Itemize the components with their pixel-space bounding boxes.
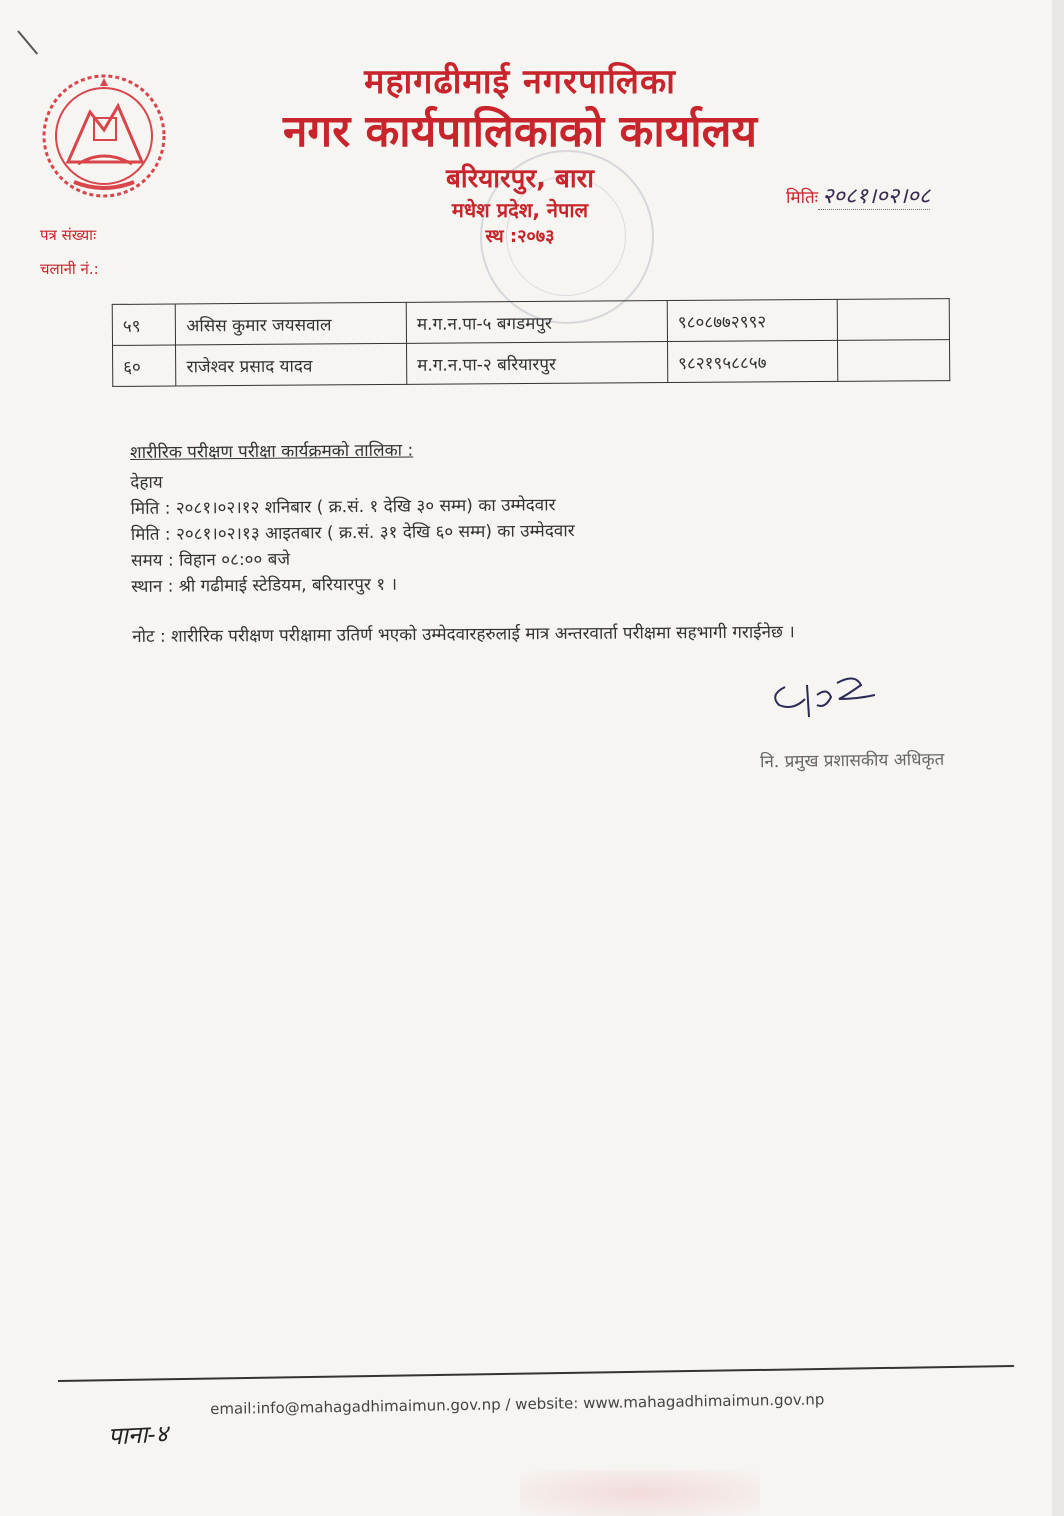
schedule-title: शारीरिक परीक्षण परीक्षा कार्यक्रमको तालिका : <box>130 440 414 463</box>
footer-contact: email:info@mahagadhimaimun.gov.np / website: www.mahagadhimaimun.gov.np <box>210 1390 825 1418</box>
office-address: बरियारपुर, बारा <box>446 164 594 194</box>
page-number: पाना-४ <box>107 1419 169 1451</box>
exam-schedule <box>130 436 575 600</box>
municipality-name: महागढीमाई नगरपालिका <box>364 62 676 102</box>
signatory-title: नि. प्रमुख प्रशासकीय अधिकृत <box>759 749 945 773</box>
dispatch-no-label: चलानी नं.: <box>40 260 99 278</box>
office-stamp <box>480 150 654 324</box>
cell-phone: ९८२१९५८८५७ <box>667 340 838 382</box>
candidate-table <box>112 298 951 387</box>
cell-name: राजेश्वर प्रसाद यादव <box>176 343 407 386</box>
date-value: २०८१।०२।०८ <box>818 184 930 210</box>
cell-remarks <box>838 340 950 382</box>
province: मधेश प्रदेश, नेपाल <box>451 198 589 222</box>
cell-address: म.ग.न.पा-५ बगडमपुर <box>406 301 667 344</box>
schedule-subtitle: देहाय <box>130 472 163 493</box>
footer-divider <box>58 1365 1014 1382</box>
table-row <box>112 299 949 346</box>
reference-fields <box>40 218 99 286</box>
page-edge <box>1052 0 1064 1516</box>
cell-sn: ६० <box>113 345 177 386</box>
established-year: स्थ :२०७३ <box>485 226 555 247</box>
schedule-line: स्थान : श्री गढीमाई स्टेडियम, बरियारपुर १ । <box>131 574 398 597</box>
signature-mark <box>765 665 885 725</box>
cell-remarks <box>837 299 949 341</box>
schedule-line: समय : विहान ०८:०० बजे <box>130 549 291 571</box>
corner-mark <box>17 30 38 54</box>
paper-stain <box>520 1470 760 1516</box>
note-text: नोट : शारीरिक परीक्षण परीक्षामा उतिर्ण भएको उम्मेदवारहरुलाई मात्र अन्तरवार्ता परीक्षमा सहभागी गराईनेछ । <box>132 622 795 647</box>
schedule-line: मिति : २०८१।०२।१२ शनिबार ( क्र.सं. १ देखि ३० सम्म) का उम्मेदवार <box>130 495 556 519</box>
ref-no-label: पत्र संख्याः <box>40 226 97 244</box>
nepal-emblem-icon <box>38 72 170 200</box>
cell-phone: ९८०८७७२९९२ <box>667 299 838 341</box>
date-label: मितिः <box>786 188 819 208</box>
table-row <box>113 340 950 387</box>
cell-name: असिस कुमार जयसवाल <box>176 302 407 345</box>
cell-address: म.ग.न.पा-२ बरियारपुर <box>407 342 668 385</box>
cell-sn: ५९ <box>112 304 176 345</box>
schedule-line: मिति : २०८१।०२।१३ आइतबार ( क्र.सं. ३१ देखि ६० सम्म) का उम्मेदवार <box>130 521 575 545</box>
letter-date <box>786 180 930 210</box>
office-name: नगर कार्यपालिकाको कार्यालय <box>283 106 757 157</box>
